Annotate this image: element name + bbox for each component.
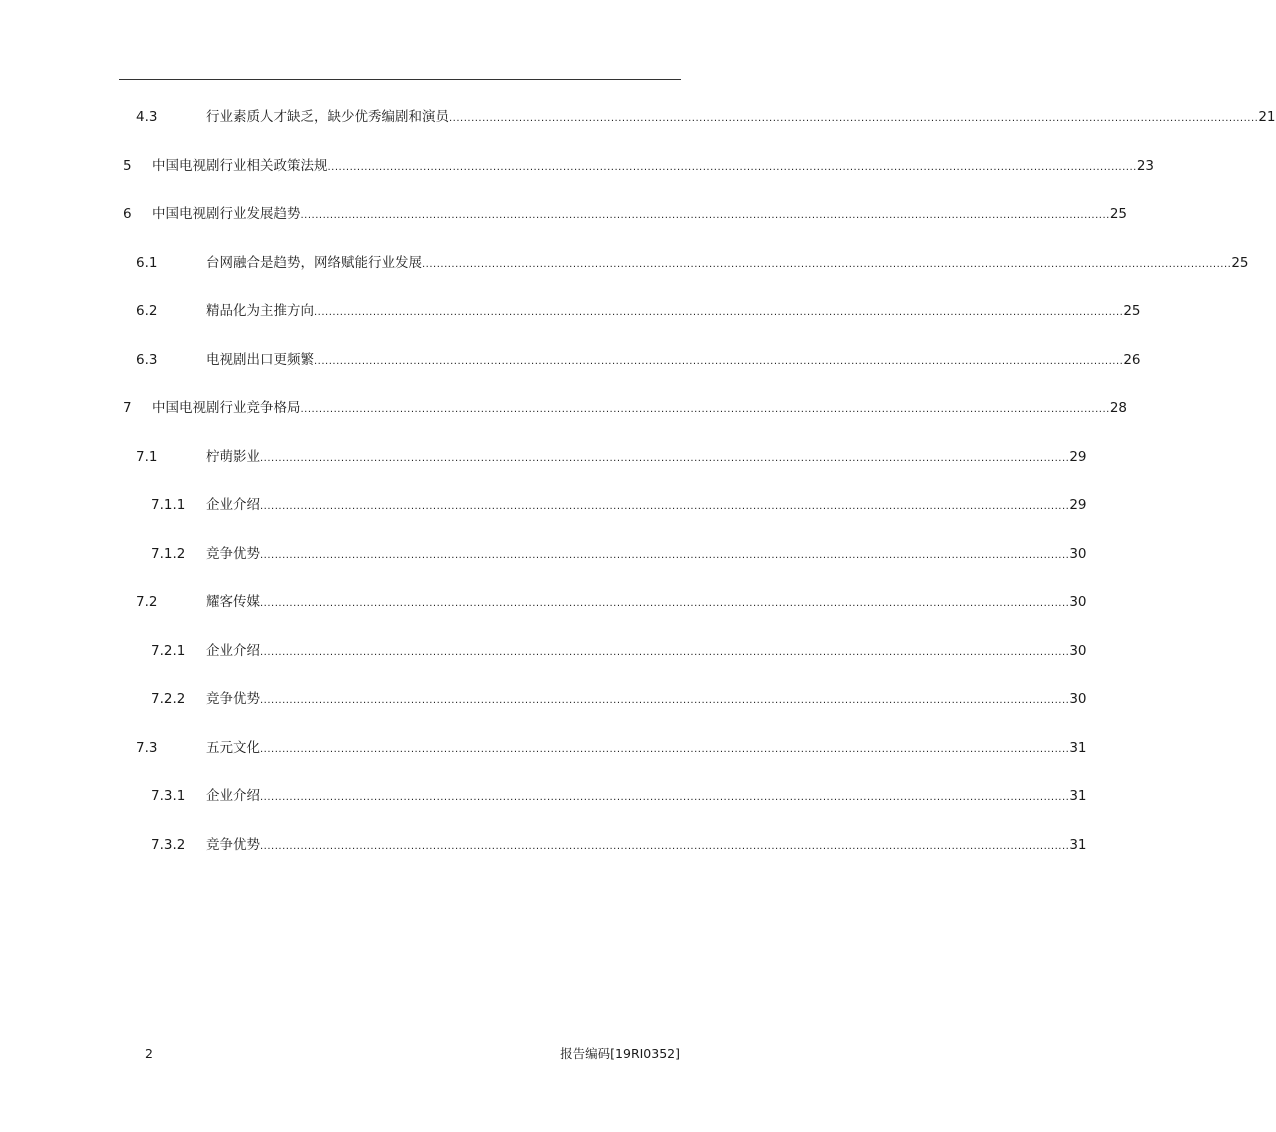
toc-entry[interactable] xyxy=(119,541,1087,567)
toc-entry-body xyxy=(206,492,1087,520)
toc-entry-number: 6.1 xyxy=(136,254,158,271)
toc-entry[interactable] xyxy=(119,153,1155,179)
toc-entry-page: 31 xyxy=(1069,739,1087,756)
toc-leader-dots: ............................................................................................................................................................................................................................ xyxy=(449,113,1259,124)
header-rule xyxy=(119,79,681,80)
toc-entry-body xyxy=(206,444,1087,472)
toc-entry-page: 23 xyxy=(1136,157,1155,174)
toc-leader-dots: ............................................................................................................................................................................................................................ xyxy=(314,355,1124,367)
toc-entry-body xyxy=(206,347,1141,375)
toc-entry-page: 31 xyxy=(1069,836,1087,853)
toc-entry-body xyxy=(206,783,1087,811)
footer-report-code: 报告编码[19RI0352] xyxy=(560,1046,680,1061)
toc-leader-dots: ............................................................................................................................................................................................................................ xyxy=(260,549,1070,561)
toc-leader-dots: ............................................................................................................................................................................................................................ xyxy=(260,695,1070,706)
toc-entry-title: 中国电视剧行业相关政策法规 xyxy=(152,157,328,174)
toc-entry-title: 电视剧出口更频繁 xyxy=(206,351,314,368)
toc-entry-title: 中国电视剧行业竞争格局 xyxy=(152,400,301,416)
toc-entry[interactable] xyxy=(119,783,1087,809)
toc-leader-dots: ............................................................................................................................................................................................................................ xyxy=(260,598,1070,609)
toc-entry-page: 31 xyxy=(1069,788,1087,804)
toc-leader-dots: ............................................................................................................................................................................................................................ xyxy=(300,404,1110,415)
toc-entry-title: 精品化为主推方向 xyxy=(206,303,314,319)
toc-entry-number: 7 xyxy=(123,400,132,416)
toc-entry-number: 6.2 xyxy=(136,303,158,319)
toc-entry-body xyxy=(206,298,1141,326)
toc-entry-title: 柠萌影业 xyxy=(206,448,260,465)
toc-entry-body xyxy=(206,589,1087,617)
toc-entry-body xyxy=(152,201,1128,229)
toc-entry-title: 五元文化 xyxy=(206,739,260,756)
toc-entry-page: 25 xyxy=(1231,254,1249,271)
toc-entry[interactable] xyxy=(119,735,1087,761)
toc-entry-number: 6 xyxy=(123,206,132,222)
toc-entry-body xyxy=(206,638,1087,666)
toc-entry[interactable] xyxy=(119,104,1276,130)
toc-entry[interactable] xyxy=(119,492,1087,518)
toc-entry[interactable] xyxy=(119,347,1141,373)
toc-entry-body xyxy=(206,104,1276,132)
toc-entry-number: 7.2.1 xyxy=(151,642,186,659)
toc-entry-number: 7.3.2 xyxy=(151,836,186,853)
toc-entry[interactable] xyxy=(119,201,1128,227)
toc-entry-page: 26 xyxy=(1123,351,1141,368)
toc-leader-dots: ............................................................................................................................................................................................................................ xyxy=(260,646,1070,658)
toc-entry-title: 企业介绍 xyxy=(206,497,260,513)
toc-entry-page: 21 xyxy=(1258,109,1276,125)
toc-entry-title: 企业介绍 xyxy=(206,642,260,659)
toc-entry-body xyxy=(206,832,1087,860)
toc-leader-dots: ............................................................................................................................................................................................................................ xyxy=(422,258,1232,270)
toc-entry-title: 竞争优势 xyxy=(206,691,260,707)
toc-entry-number: 7.1.2 xyxy=(151,545,186,562)
toc-entry-number: 7.2.2 xyxy=(151,691,186,707)
toc-leader-dots: ............................................................................................................................................................................................................................ xyxy=(300,210,1110,221)
toc-entry[interactable] xyxy=(119,298,1141,324)
toc-entry-page: 30 xyxy=(1069,691,1087,707)
toc-leader-dots: ............................................................................................................................................................................................................................ xyxy=(260,840,1070,852)
toc-entry[interactable] xyxy=(119,686,1087,712)
toc-entry-title: 台网融合是趋势，网络赋能行业发展 xyxy=(206,254,422,271)
toc-leader-dots: ............................................................................................................................................................................................................................ xyxy=(260,452,1070,464)
toc-entry-page: 30 xyxy=(1069,642,1087,659)
toc-entry[interactable] xyxy=(119,395,1128,421)
toc-leader-dots: ............................................................................................................................................................................................................................ xyxy=(327,161,1137,173)
toc-entry-body xyxy=(206,686,1087,714)
toc-entry[interactable] xyxy=(119,589,1087,615)
toc-entry-title: 企业介绍 xyxy=(206,788,260,804)
toc-entry[interactable] xyxy=(119,250,1249,276)
toc-entry-body xyxy=(152,153,1155,181)
toc-entry-page: 29 xyxy=(1069,448,1087,465)
toc-entry[interactable] xyxy=(119,832,1087,858)
toc-entry-title: 中国电视剧行业发展趋势 xyxy=(152,206,301,222)
toc-entry-title: 竞争优势 xyxy=(206,836,260,853)
toc-leader-dots: ............................................................................................................................................................................................................................ xyxy=(260,501,1070,512)
toc-entry[interactable] xyxy=(119,444,1087,470)
toc-entry-number: 7.1.1 xyxy=(151,497,186,513)
toc-entry-number: 7.3 xyxy=(136,739,158,756)
toc-entry-page: 30 xyxy=(1069,594,1087,610)
footer-page-number: 2 xyxy=(145,1046,153,1061)
toc-entry-number: 7.1 xyxy=(136,448,158,465)
toc-entry[interactable] xyxy=(119,638,1087,664)
toc-entry-title: 耀客传媒 xyxy=(206,594,260,610)
toc-leader-dots: ............................................................................................................................................................................................................................ xyxy=(260,743,1070,755)
toc-entry-number: 5 xyxy=(123,157,132,174)
toc-entry-page: 25 xyxy=(1109,206,1128,222)
toc-leader-dots: ............................................................................................................................................................................................................................ xyxy=(314,307,1124,318)
toc-leader-dots: ............................................................................................................................................................................................................................ xyxy=(260,792,1070,803)
toc-entry-title: 竞争优势 xyxy=(206,545,260,562)
toc-entry-body xyxy=(206,250,1249,278)
toc-entry-body xyxy=(206,541,1087,569)
toc-entry-number: 4.3 xyxy=(136,109,158,125)
toc-entry-title: 行业素质人才缺乏，缺少优秀编剧和演员 xyxy=(206,109,449,125)
toc-entry-page: 28 xyxy=(1109,400,1128,416)
toc-entry-body xyxy=(152,395,1128,423)
toc-entry-number: 6.3 xyxy=(136,351,158,368)
toc-entry-page: 29 xyxy=(1069,497,1087,513)
toc-entry-page: 30 xyxy=(1069,545,1087,562)
toc-entry-body xyxy=(206,735,1087,763)
toc-entry-page: 25 xyxy=(1123,303,1141,319)
toc-entry-number: 7.2 xyxy=(136,594,158,610)
toc-entry-number: 7.3.1 xyxy=(151,788,186,804)
